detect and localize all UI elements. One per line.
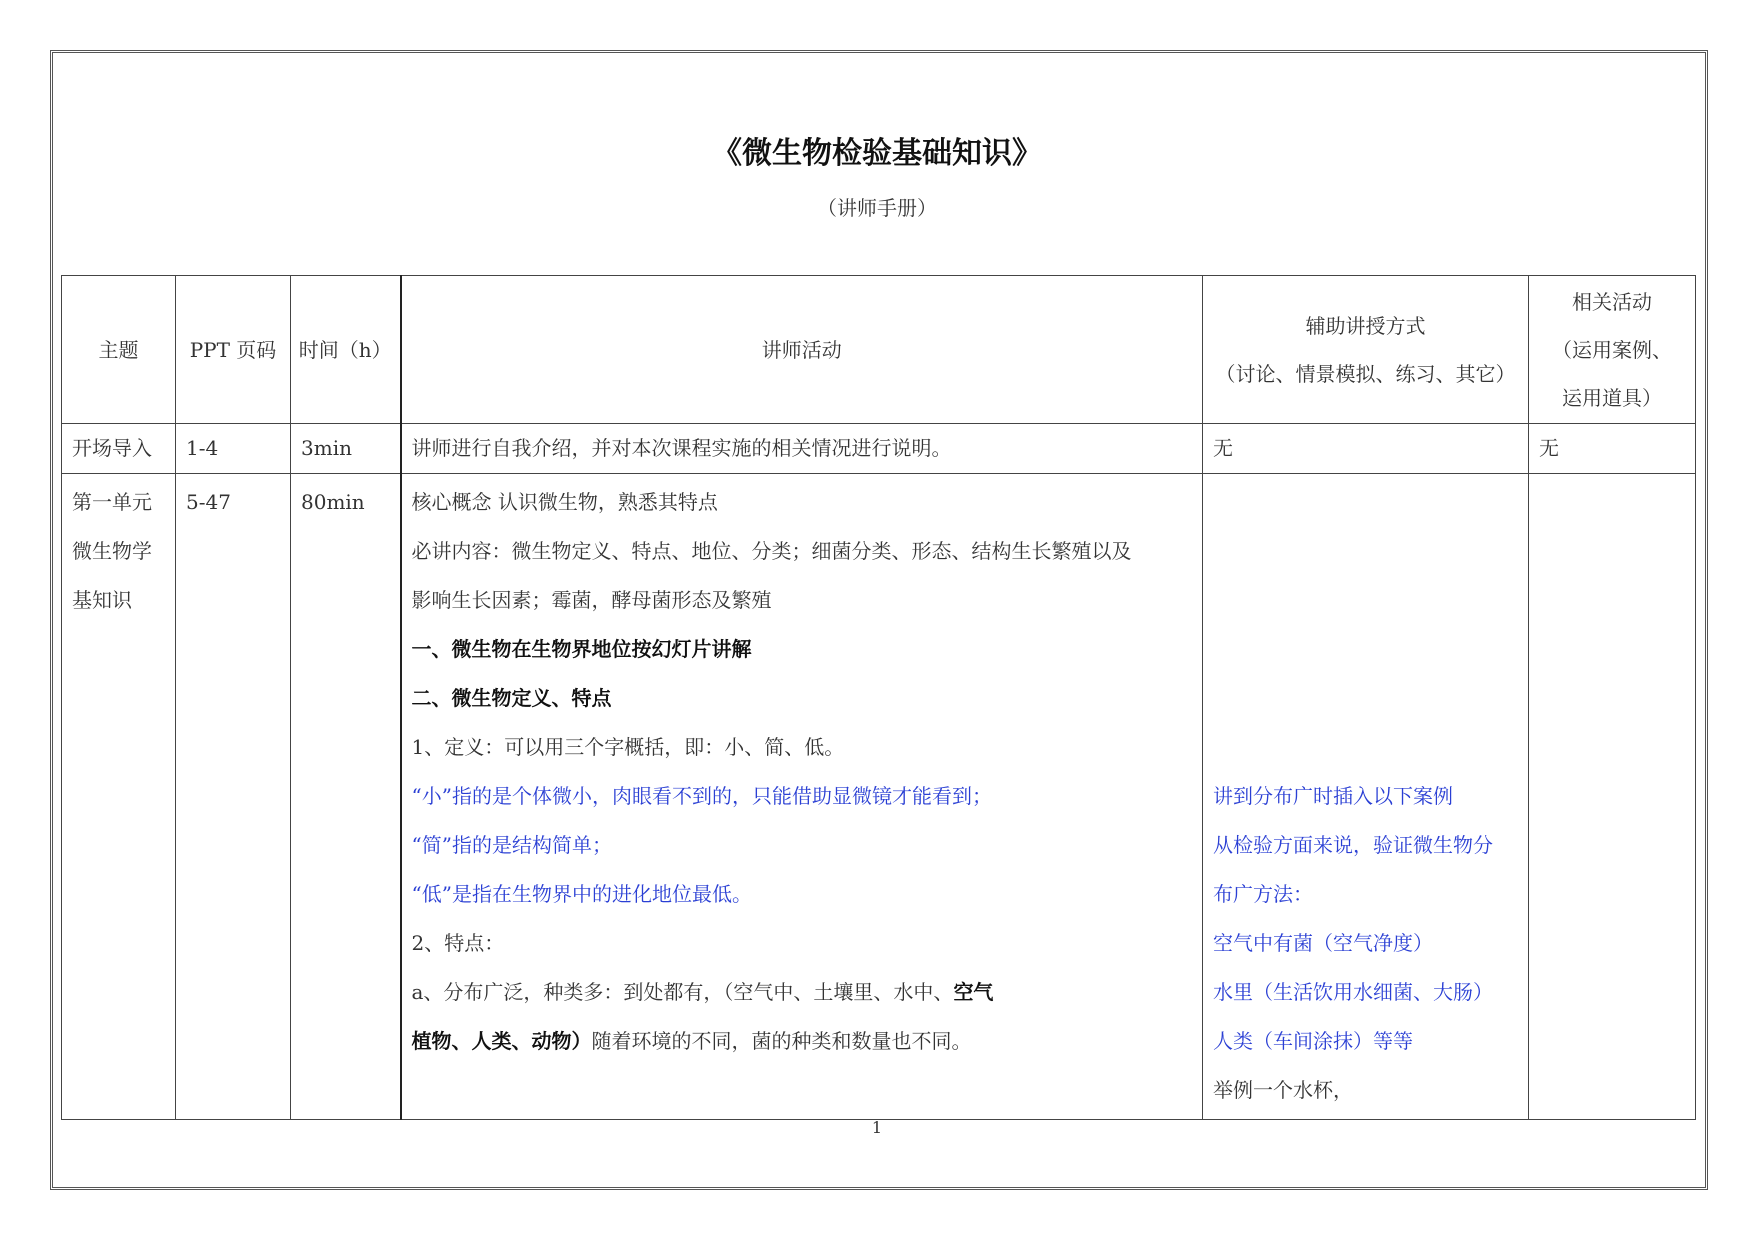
aux-case-intro: 讲到分布广时插入以下案例 [1213, 784, 1453, 808]
feature-a-text: a、分布广泛，种类多：到处都有，（空气中、土壤里、水中、 [411, 980, 954, 1004]
table-row [62, 424, 1696, 474]
activity-definition-simple: “简”指的是结构简单； [411, 833, 612, 857]
row2-topic-line: 第一单元 [72, 490, 152, 514]
aux-case-human: 人类（车间涂抹）等等 [1213, 1029, 1413, 1053]
header-ppt: PPT 页码 [176, 276, 291, 424]
header-related-title: 相关活动 [1572, 289, 1652, 314]
document-title: 《微生物检验基础知识》 [712, 136, 1042, 171]
row1-related: 无 [1529, 424, 1696, 474]
aux-case-method: 从检验方面来说，验证微生物分 [1213, 833, 1493, 857]
table-row [62, 474, 1696, 1120]
document-subtitle: （讲师手册） [817, 196, 937, 220]
header-time: 时间（h） [291, 276, 401, 424]
header-aux-title: 辅助讲授方式 [1305, 313, 1426, 338]
header-activity: 讲师活动 [401, 276, 1203, 424]
activity-section-2-heading: 二、微生物定义、特点 [411, 686, 612, 710]
row2-related [1529, 474, 1696, 1120]
feature-a-cont-bold: 植物、人类、动物） [411, 1029, 592, 1053]
aux-case-block [1213, 772, 1518, 1115]
header-aux [1203, 276, 1529, 424]
activity-definition-low: “低”是指在生物界中的进化地位最低。 [411, 882, 752, 906]
row2-ppt: 5-47 [176, 474, 291, 1120]
row1-topic: 开场导入 [62, 424, 176, 474]
activity-definition-small: “小”指的是个体微小，肉眼看不到的，只能借助显微镜才能看到； [411, 784, 992, 808]
header-topic: 主题 [62, 276, 176, 424]
lesson-plan-table [61, 275, 1696, 1120]
row2-time: 80min [291, 474, 401, 1120]
activity-section-1-heading: 一、微生物在生物界地位按幻灯片讲解 [411, 637, 752, 661]
feature-a-bold: 空气 [953, 980, 994, 1004]
activity-features-heading: 2、特点： [411, 931, 505, 955]
activity-core-concept: 核心概念 认识微生物，熟悉其特点 [411, 490, 718, 514]
activity-required-content-cont: 影响生长因素；霉菌，酵母菌形态及繁殖 [411, 588, 772, 612]
row1-aux: 无 [1203, 424, 1529, 474]
activity-definition: 1、定义：可以用三个字概括，即：小、简、低。 [411, 735, 845, 759]
activity-feature-a-cont [412, 1017, 1193, 1066]
row1-time: 3min [291, 424, 401, 474]
row2-topic-line: 微生物学 [72, 539, 152, 563]
row2-activity [401, 474, 1203, 1120]
row1-ppt: 1-4 [176, 424, 291, 474]
header-related-detail-2: 运用道具） [1562, 385, 1662, 410]
page-number: 1 [871, 1118, 883, 1137]
row2-topic-line: 基知识 [72, 588, 132, 612]
activity-required-content: 必讲内容：微生物定义、特点、地位、分类；细菌分类、形态、结构生长繁殖以及 [411, 539, 1132, 563]
row1-activity: 讲师进行自我介绍，并对本次课程实施的相关情况进行说明。 [401, 424, 1203, 474]
feature-a-cont-text: 随着环境的不同，菌的种类和数量也不同。 [591, 1029, 972, 1053]
row2-aux [1203, 474, 1529, 1120]
table-header-row [62, 276, 1696, 424]
aux-case-example: 举例一个水杯， [1213, 1078, 1353, 1102]
activity-feature-a [412, 968, 1193, 1017]
header-aux-detail: （讨论、情景模拟、练习、其它） [1215, 361, 1516, 386]
row2-topic [62, 474, 176, 1120]
header-related [1529, 276, 1696, 424]
header-related-detail-1: （运用案例、 [1552, 337, 1672, 362]
aux-case-method-cont: 布广方法： [1213, 882, 1313, 906]
aux-case-air: 空气中有菌（空气净度） [1213, 931, 1433, 955]
aux-case-water: 水里（生活饮用水细菌、大肠） [1213, 980, 1493, 1004]
